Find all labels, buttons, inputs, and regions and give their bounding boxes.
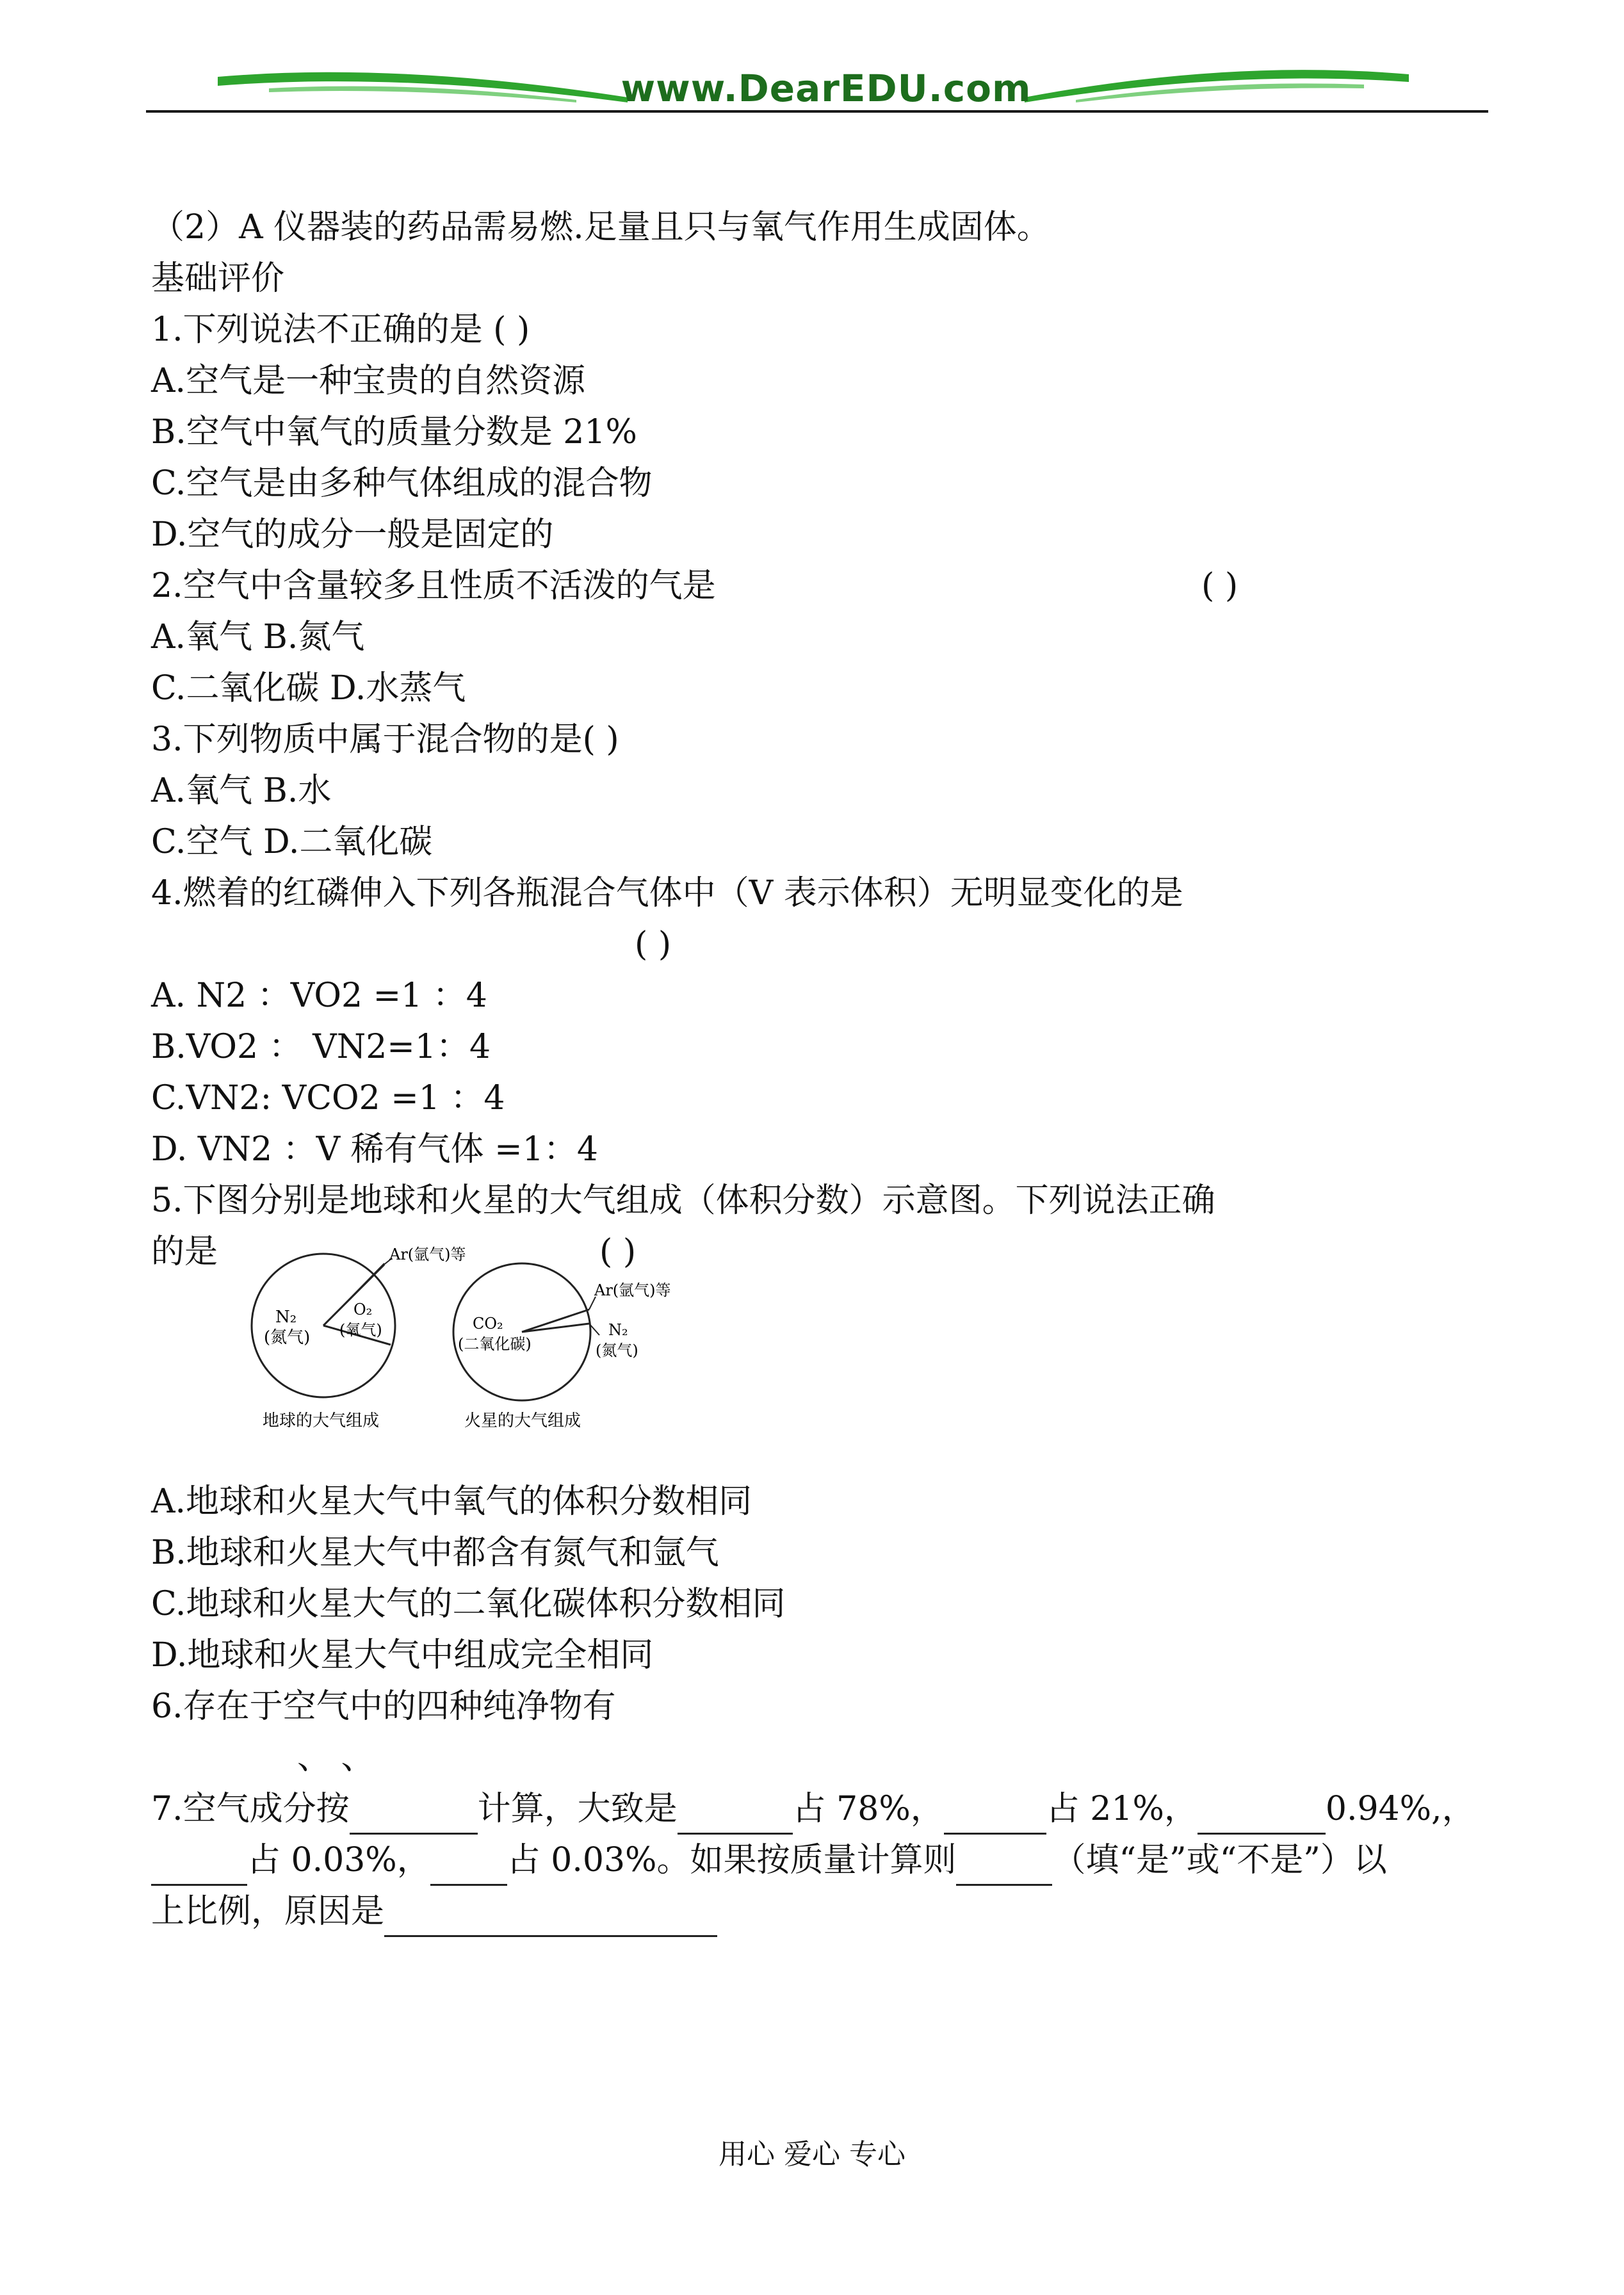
question-7-line3 [151, 1886, 717, 1937]
q5-option-a: A.地球和火星大气中氧气的体积分数相同 [151, 1482, 752, 1521]
q7-blank-o2[interactable] [944, 1794, 1046, 1835]
mars-n2-cn-label: (氮气) [596, 1342, 638, 1359]
q3-options-ab: A.氧气 B.水 [151, 772, 332, 810]
q5-option-b: B.地球和火星大气中都含有氮气和氩气 [151, 1534, 719, 1572]
question-1: 1.下列说法不正确的是 ( ) [151, 311, 530, 349]
q7-text-8: （填“是”或“不是”）以 [1052, 1841, 1387, 1879]
q5-option-d: D.地球和火星大气中组成完全相同 [151, 1636, 654, 1675]
q7-text-9: 上比例，原因是 [151, 1892, 385, 1931]
intro-line: （2）A 仪器装的药品需易燃.足量且只与氧气作用生成固体。 [151, 208, 1050, 247]
question-4: 4.燃着的红磷伸入下列各瓶混合气体中（V 表示体积）无明显变化的是 [151, 874, 1183, 912]
mars-co2-cn-label: (二氧化碳) [458, 1335, 532, 1353]
site-brand[interactable]: www.DearEDU.com [621, 67, 1032, 110]
q3-options-cd: C.空气 D.二氧化碳 [151, 823, 433, 861]
question-3: 3.下列物质中属于混合物的是( ) [151, 720, 619, 759]
earth-pie [252, 1245, 466, 1431]
q7-blank-reason[interactable] [384, 1897, 717, 1937]
earth-o2-cn-label: (氧气) [339, 1321, 382, 1339]
mars-co2-label: CO₂ [473, 1315, 503, 1333]
mars-pie [453, 1263, 671, 1431]
q7-text-6: 占 0.03%， [247, 1841, 430, 1879]
q4-option-a: A. N2 ：VO2 =1 ：4 [151, 977, 487, 1015]
earth-caption: 地球的大气组成 [263, 1411, 380, 1431]
q5-option-c: C.地球和火星大气的二氧化碳体积分数相同 [151, 1585, 786, 1623]
section-heading: 基础评价 [151, 259, 285, 298]
q4-answer-paren: ( ) [635, 925, 672, 964]
earth-o2-label: O₂ [353, 1301, 373, 1318]
q7-blank-other[interactable] [430, 1845, 507, 1886]
q7-blank-n2[interactable] [678, 1794, 793, 1835]
q7-text-1: 7.空气成分按 [151, 1790, 350, 1828]
question-6: 6.存在于空气中的四种纯净物有 [151, 1687, 616, 1726]
question-5-cont: 的是 [151, 1233, 218, 1271]
question-5: 5.下图分别是地球和火星的大气组成（体积分数）示意图。下列说法正确 [151, 1181, 1215, 1220]
mars-ar-label: Ar(氩气)等 [594, 1281, 671, 1299]
mars-caption: 火星的大气组成 [464, 1411, 581, 1431]
q1-option-a: A.空气是一种宝贵的自然资源 [151, 362, 586, 400]
q4-option-d: D. VN2 ：V 稀有气体 =1：4 [151, 1130, 598, 1169]
q7-text-3: 占 78%， [792, 1790, 944, 1828]
q2-options-cd: C.二氧化碳 D.水蒸气 [151, 669, 466, 708]
q1-option-d: D.空气的成分一般是固定的 [151, 515, 554, 554]
q7-blank-noble[interactable] [1198, 1794, 1326, 1835]
q4-option-b: B.VO2 ： VN2=1：4 [151, 1028, 491, 1066]
q7-blank-co2[interactable] [151, 1845, 247, 1886]
q7-text-5: 0.94%,， [1325, 1790, 1475, 1828]
q7-blank-mass[interactable] [956, 1845, 1052, 1886]
atmosphere-figure [250, 1239, 736, 1457]
q5-answer-paren: ( ) [599, 1233, 637, 1271]
question-7-line1 [151, 1783, 1475, 1835]
q2-answer-paren: ( ) [1201, 567, 1238, 605]
q6-blanks: 、 、 [297, 1739, 375, 1777]
mars-n2-label: N₂ [608, 1321, 628, 1339]
q7-text-7: 占 0.03%。如果按质量计算则 [507, 1841, 957, 1879]
question-7-line2 [151, 1835, 1387, 1886]
q7-text-2: 计算，大致是 [477, 1790, 678, 1828]
earth-ar-label: Ar(氩气)等 [389, 1245, 466, 1263]
header-rule [146, 110, 1488, 113]
earth-n2-label: N₂ [275, 1308, 297, 1327]
earth-n2-cn-label: (氮气) [264, 1328, 311, 1347]
footer-motto: 用心 爱心 专心 [719, 2138, 905, 2171]
q2-options-ab: A.氧气 B.氮气 [151, 618, 365, 656]
q1-option-c: C.空气是由多种气体组成的混合物 [151, 464, 653, 503]
q1-option-b: B.空气中氧气的质量分数是 21% [151, 413, 637, 451]
q7-text-4: 占 21%， [1046, 1790, 1198, 1828]
q7-blank-basis[interactable] [350, 1794, 478, 1835]
question-2: 2.空气中含量较多且性质不活泼的气是 [151, 567, 716, 605]
q4-option-c: C.VN2: VCO2 =1 ：4 [151, 1079, 505, 1117]
header-banner [0, 0, 1624, 122]
